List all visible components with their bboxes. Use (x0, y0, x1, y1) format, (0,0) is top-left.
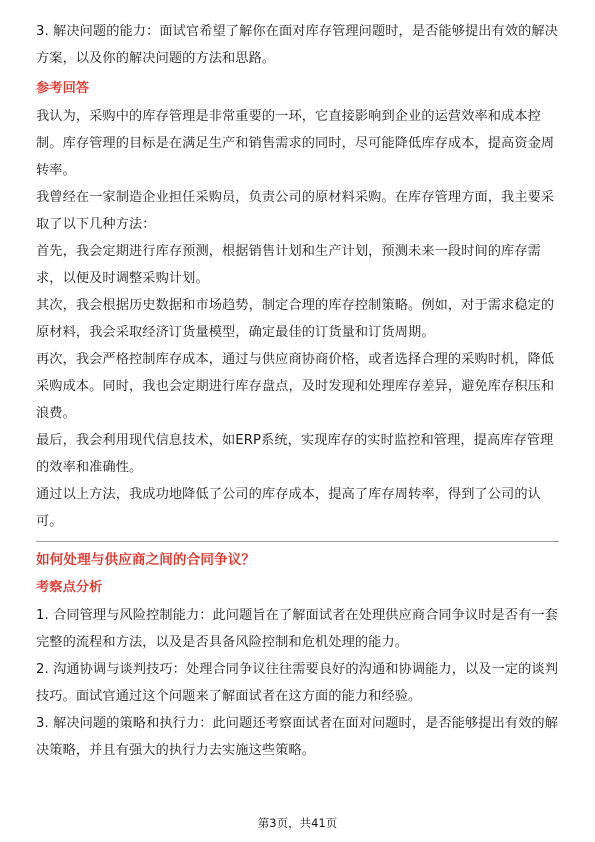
analysis-heading: 考察点分析 (36, 580, 103, 595)
answer-heading: 参考回答 (36, 81, 90, 96)
answer-paragraph: 最后，我会利用现代信息技术，如ERP系统，实现库存的实时监控和管理，提高库存管理的效率和准确性。 (36, 433, 554, 475)
answer-paragraph: 首先，我会定期进行库存预测，根据销售计划和生产计划，预测未来一段时间的库存需求，以便及时调整采购计划。 (36, 244, 541, 286)
section-divider (36, 541, 559, 542)
top-item: 3. 解决问题的能力：面试官希望了解你在面对库存管理问题时，是否能够提出有效的解决方案，以及你的解决问题的方法和思路。 (36, 24, 558, 66)
document-page (36, 18, 559, 764)
answer-paragraph: 我认为，采购中的库存管理是非常重要的一环，它直接影响到企业的运营效率和成本控制。库存管理的目标是在满足生产和销售需求的同时，尽可能降低库存成本，提高资金周转率。 (36, 109, 555, 178)
answer-paragraph: 其次，我会根据历史数据和市场趋势，制定合理的库存控制策略。例如，对于需求稳定的原材料，我会采取经济订货量模型，确定最佳的订货量和订货周期。 (36, 298, 555, 340)
answer-paragraph: 我曾经在一家制造企业担任采购员，负责公司的原材料采购。在库存管理方面，我主要采取了以下几种方法： (36, 190, 555, 232)
analysis-item: 3. 解决问题的策略和执行力：此问题还考察面试者在面对问题时，是否能够提出有效的解决策略，并且有强大的执行力去实施这些策略。 (36, 716, 558, 758)
question-title: 如何处理与供应商之间的合同争议？ (36, 552, 256, 568)
answer-paragraph: 通过以上方法，我成功地降低了公司的库存成本，提高了库存周转率，得到了公司的认可。 (36, 487, 541, 529)
answer-paragraph: 再次，我会严格控制库存成本，通过与供应商协商价格，或者选择合理的采购时机，降低采购成本。同时，我也会定期进行库存盘点，及时发现和处理库存差异，避免库存积压和浪费。 (36, 352, 555, 421)
analysis-item: 2. 沟通协调与谈判技巧：处理合同争议往往需要良好的沟通和协调能力，以及一定的谈判技巧。面试官通过这个问题来了解面试者在这方面的能力和经验。 (36, 662, 558, 704)
analysis-item: 1. 合同管理与风险控制能力：此问题旨在了解面试者在处理供应商合同争议时是否有一套完整的流程和方法，以及是否具备风险控制和危机处理的能力。 (36, 608, 558, 650)
page-footer: 第3页，共41页 (257, 816, 338, 830)
